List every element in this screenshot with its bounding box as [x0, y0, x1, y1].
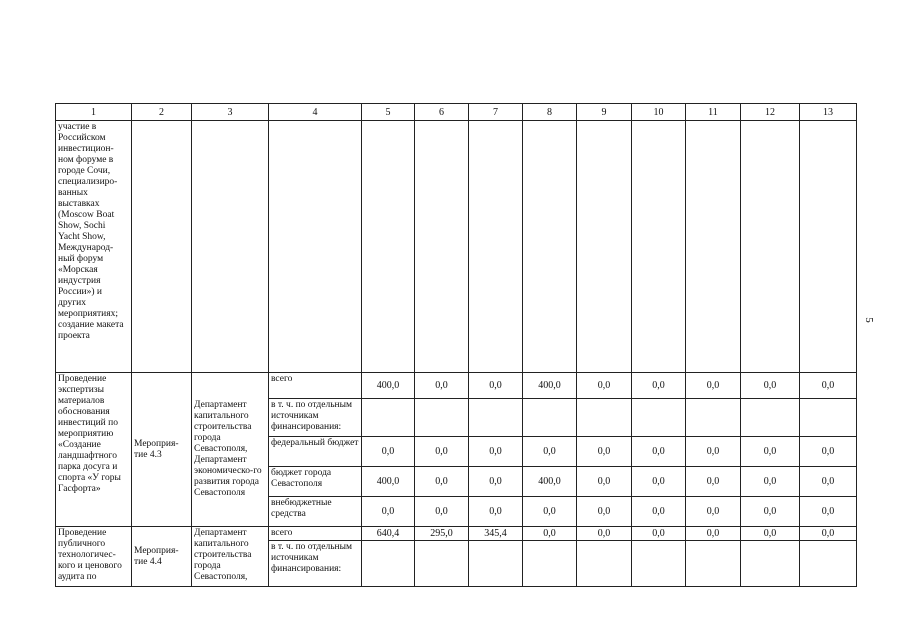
empty-cell: [362, 121, 415, 373]
funding-source: внебюджетные средства: [269, 497, 362, 527]
amount-cell: [523, 399, 577, 437]
amount-cell: 0,0: [415, 467, 469, 497]
event-description: Проведение экспертизы материалов обоснования инвестиций по мероприятию «Создание ландшафтного парка досуга и спорта «У горы Гасфорта»: [56, 373, 132, 527]
amount-cell: 400,0: [362, 373, 415, 399]
amount-cell: [741, 399, 800, 437]
responsible-executor: Департамент капитального строительства города Севастополя,: [192, 527, 269, 587]
empty-cell: [741, 121, 800, 373]
amount-cell: [686, 399, 741, 437]
amount-cell: [362, 399, 415, 437]
amount-cell: 0,0: [469, 437, 523, 467]
empty-cell: [469, 121, 523, 373]
empty-cell: [269, 121, 362, 373]
empty-cell: [192, 121, 269, 373]
amount-cell: 400,0: [362, 467, 415, 497]
empty-cell: [577, 121, 632, 373]
amount-cell: 0,0: [577, 527, 632, 541]
amount-cell: 0,0: [800, 527, 857, 541]
amount-cell: 0,0: [469, 497, 523, 527]
amount-cell: 0,0: [362, 497, 415, 527]
column-number: 7: [469, 104, 523, 121]
column-number: 11: [686, 104, 741, 121]
funding-source: всего: [269, 373, 362, 399]
column-number: 9: [577, 104, 632, 121]
amount-cell: [469, 541, 523, 587]
amount-cell: 0,0: [362, 437, 415, 467]
table-row: [56, 121, 857, 373]
amount-cell: 0,0: [632, 437, 686, 467]
amount-cell: 0,0: [800, 497, 857, 527]
column-number: 2: [132, 104, 192, 121]
amount-cell: [577, 541, 632, 587]
event-description: Проведение публичного технологичес-кого и ценового аудита по: [56, 527, 132, 587]
amount-cell: 0,0: [800, 373, 857, 399]
event-code: Мероприя-тие 4.3: [132, 373, 192, 527]
column-number: 5: [362, 104, 415, 121]
budget-table: [55, 103, 857, 587]
amount-cell: [362, 541, 415, 587]
amount-cell: 0,0: [686, 497, 741, 527]
amount-cell: 400,0: [523, 373, 577, 399]
column-number: 12: [741, 104, 800, 121]
amount-cell: 0,0: [469, 373, 523, 399]
amount-cell: [800, 399, 857, 437]
funding-source: бюджет города Севастополя: [269, 467, 362, 497]
amount-cell: 0,0: [741, 467, 800, 497]
amount-cell: [686, 541, 741, 587]
amount-cell: 0,0: [632, 497, 686, 527]
amount-cell: 0,0: [469, 467, 523, 497]
amount-cell: 345,4: [469, 527, 523, 541]
column-number: 6: [415, 104, 469, 121]
column-number: 4: [269, 104, 362, 121]
amount-cell: 0,0: [523, 527, 577, 541]
amount-cell: [469, 399, 523, 437]
amount-cell: [415, 541, 469, 587]
amount-cell: [523, 541, 577, 587]
amount-cell: 0,0: [741, 527, 800, 541]
amount-cell: 0,0: [632, 467, 686, 497]
column-number: 1: [56, 104, 132, 121]
funding-source: федеральный бюджет: [269, 437, 362, 467]
funding-source: всего: [269, 527, 362, 541]
amount-cell: [741, 541, 800, 587]
amount-cell: 295,0: [415, 527, 469, 541]
column-number: 8: [523, 104, 577, 121]
amount-cell: [415, 399, 469, 437]
amount-cell: 0,0: [741, 497, 800, 527]
empty-cell: [686, 121, 741, 373]
amount-cell: 0,0: [686, 437, 741, 467]
header-row: [56, 104, 857, 121]
amount-cell: 0,0: [800, 437, 857, 467]
funding-source: в т. ч. по отдельным источникам финансирования:: [269, 541, 362, 587]
amount-cell: 0,0: [632, 373, 686, 399]
amount-cell: 0,0: [741, 373, 800, 399]
empty-cell: [132, 121, 192, 373]
amount-cell: 0,0: [800, 467, 857, 497]
table-row: [56, 527, 857, 541]
amount-cell: 0,0: [577, 437, 632, 467]
amount-cell: 0,0: [686, 527, 741, 541]
amount-cell: 0,0: [577, 373, 632, 399]
amount-cell: 0,0: [523, 437, 577, 467]
responsible-executor: Департамент капитального строительства города Севастополя, Департамент экономическо-го развития города Севастополя: [192, 373, 269, 527]
column-number: 3: [192, 104, 269, 121]
amount-cell: 0,0: [686, 373, 741, 399]
empty-cell: [800, 121, 857, 373]
amount-cell: [577, 399, 632, 437]
amount-cell: 640,4: [362, 527, 415, 541]
amount-cell: 0,0: [686, 467, 741, 497]
empty-cell: [523, 121, 577, 373]
amount-cell: 0,0: [415, 497, 469, 527]
amount-cell: [632, 399, 686, 437]
amount-cell: 0,0: [415, 437, 469, 467]
amount-cell: 0,0: [415, 373, 469, 399]
amount-cell: [632, 541, 686, 587]
column-number: 13: [800, 104, 857, 121]
amount-cell: 0,0: [741, 437, 800, 467]
table-row: [56, 373, 857, 399]
amount-cell: 0,0: [632, 527, 686, 541]
column-number: 10: [632, 104, 686, 121]
funding-source: в т. ч. по отдельным источникам финансирования:: [269, 399, 362, 437]
amount-cell: 0,0: [577, 497, 632, 527]
amount-cell: 0,0: [577, 467, 632, 497]
event-description: участие в Российском инвестицион-ном форуме в городе Сочи, специализиро-ванных выставках (Moscow Boat Show, Sochi Yacht Show, Международ-ный форум «Морская индустрия России») и других мероприятиях; создание макета проекта: [56, 121, 132, 373]
amount-cell: 0,0: [523, 497, 577, 527]
page-number: 5: [862, 317, 875, 323]
amount-cell: 400,0: [523, 467, 577, 497]
event-code: Мероприя-тие 4.4: [132, 527, 192, 587]
amount-cell: [800, 541, 857, 587]
empty-cell: [632, 121, 686, 373]
empty-cell: [415, 121, 469, 373]
